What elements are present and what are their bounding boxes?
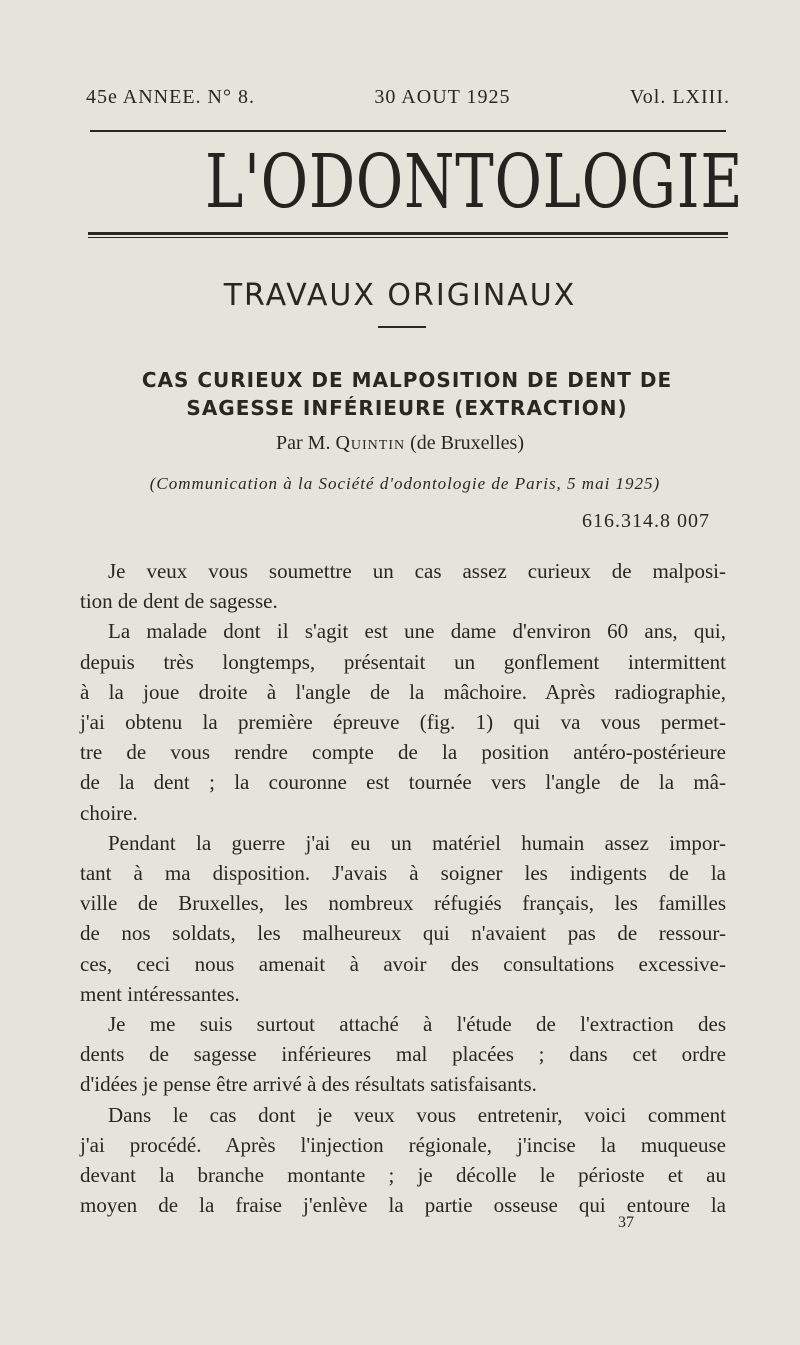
page-number: 37	[618, 1214, 634, 1231]
body-line: La malade dont il s'agit est une dame d'environ 60 ans, qui,	[108, 619, 726, 644]
body-line: j'ai procédé. Après l'injection régionale, j'incise la muqueuse	[80, 1132, 726, 1157]
classification-number: 616.314.8 007	[582, 510, 710, 532]
body-line: à la joue droite à l'angle de la mâchoire. Après radiographie,	[80, 679, 726, 704]
body-line: ces, ceci nous amenait à avoir des consultations excessive-	[80, 951, 726, 976]
body-line: de nos soldats, les malheureux qui n'avaient pas de ressour-	[80, 921, 726, 946]
journal-masthead: L'ODONTOLOGIE	[205, 139, 744, 225]
article-body	[80, 556, 726, 1220]
running-head	[86, 86, 730, 109]
byline-suffix: (de Bruxelles)	[410, 432, 524, 454]
body-line: Je me suis surtout attaché à l'étude de l'extraction des	[108, 1012, 726, 1037]
communication-note: (Communication à la Société d'odontologie de Paris, 5 mai 1925)	[149, 474, 661, 493]
masthead-rule	[88, 232, 728, 238]
body-line: de la dent ; la couronne est tournée vers l'angle de la mâ-	[80, 770, 726, 795]
article-title-line: CAS CURIEUX DE MALPOSITION DE DENT DE	[141, 368, 673, 392]
body-line: d'idées je pense être arrivé à des résultats satisfaisants.	[80, 1072, 537, 1097]
body-paragraph	[80, 828, 726, 1009]
body-line: ment intéressantes.	[80, 981, 240, 1006]
header-rule	[90, 130, 726, 132]
body-line: choire.	[80, 800, 138, 825]
volume-prefix: Vol.	[629, 86, 667, 108]
section-title: TRAVAUX ORIGINAUX	[223, 278, 577, 313]
body-paragraph	[80, 1100, 726, 1221]
article-title-line: SAGESSE INFÉRIEURE (EXTRACTION)	[186, 396, 628, 420]
volume-number: LXIII.	[672, 86, 730, 108]
body-line: tre de vous rendre compte de la position antéro-postérieure	[80, 740, 726, 765]
body-line: depuis très longtemps, présentait un gonflement intermittent	[80, 649, 726, 674]
article-title	[90, 366, 724, 422]
body-line: Je veux vous soumettre un cas assez curieux de malposi-	[108, 559, 726, 583]
body-line: ville de Bruxelles, les nombreux réfugiés français, les familles	[80, 891, 726, 916]
body-line: j'ai obtenu la première épreuve (fig. 1) qui va vous permet-	[80, 710, 726, 735]
body-line: tant à ma disposition. J'avais à soigner les indigents de la	[80, 861, 726, 886]
issue-number: 45e ANNEE. N° 8.	[86, 86, 255, 108]
body-paragraph	[80, 1009, 726, 1100]
body-line: devant la branche montante ; je décolle le périoste et au	[80, 1163, 726, 1188]
body-line: tion de dent de sagesse.	[80, 589, 278, 614]
body-line: Dans le cas dont je veux vous entretenir, voici comment	[108, 1102, 726, 1127]
section-rule	[378, 326, 426, 328]
body-line: dents de sagesse inférieures mal placées ; dans cet ordre	[80, 1042, 726, 1067]
body-line: moyen de la fraise j'enlève la partie osseuse qui entoure la	[80, 1193, 726, 1218]
body-paragraph	[80, 556, 726, 616]
volume	[630, 86, 730, 109]
byline	[0, 432, 800, 455]
issue-date: 30 AOUT 1925	[374, 86, 511, 108]
author-name: Quintin	[335, 432, 406, 454]
byline-prefix: Par M.	[276, 432, 331, 454]
body-line: Pendant la guerre j'ai eu un matériel humain assez impor-	[108, 830, 726, 855]
body-paragraph	[80, 616, 726, 827]
